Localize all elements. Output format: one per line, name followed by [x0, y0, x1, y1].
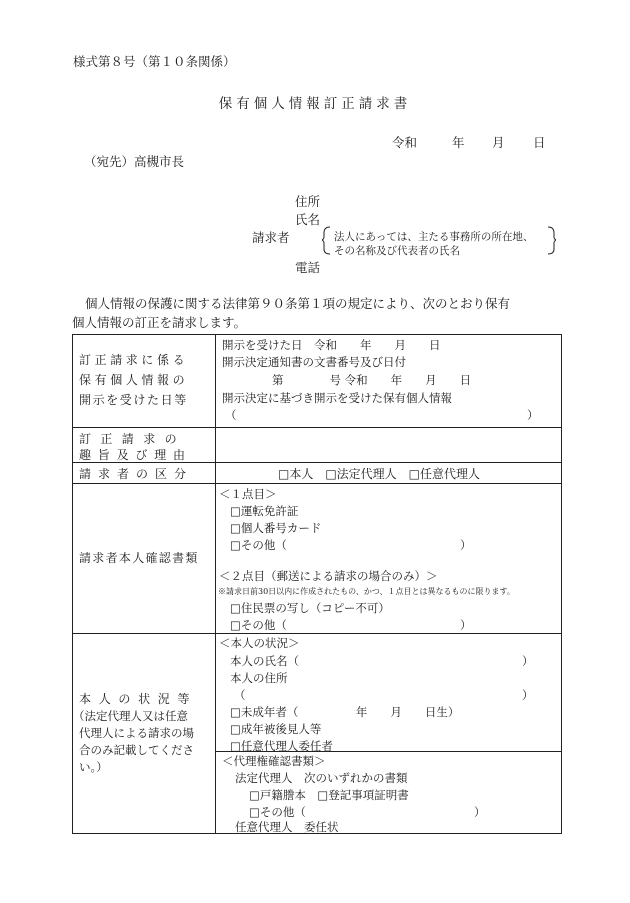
intro-text — [72, 294, 562, 332]
row-line-1 — [72, 427, 562, 428]
legal-docs-other-paren-close: ） — [474, 805, 486, 819]
principal-address-paren-open: （ — [234, 688, 246, 702]
status-header: ＜本人の状況＞ — [219, 636, 300, 650]
received-info-label: 開示決定に基づき開示を受けた保有個人情報 — [222, 391, 452, 405]
minor-checkbox[interactable]: □未成年者（ 年 月 日生） — [230, 705, 460, 719]
request-table — [72, 334, 562, 834]
date-month: 月 — [492, 135, 505, 150]
row1-label-line2: 保有個人情報の — [79, 373, 189, 387]
name-label: 氏名 — [295, 212, 321, 227]
row1-label-line1: 訂正請求に係る — [79, 353, 189, 367]
row5-label-line4: 合のみ記載してくださ — [79, 743, 194, 757]
principal-name-field[interactable]: 本人の氏名（ — [230, 654, 299, 668]
guardian-checkbox[interactable]: □成年被後見人等 — [230, 722, 322, 736]
point1-header: ＜１点目＞ — [219, 487, 277, 501]
notice-number-field[interactable]: 第 号 令和 年 月 日 — [272, 373, 472, 387]
row4-label: 請求者本人確認書類 — [79, 551, 199, 565]
date-era: 令和 — [392, 135, 418, 150]
row5-label-line2: （法定代理人又は任意 — [73, 709, 188, 723]
phone-label: 電話 — [295, 260, 321, 275]
row-line-3 — [72, 483, 562, 484]
row3-label: 請求者の区分 — [79, 467, 194, 481]
row5-label-line1: 本人の状況等 — [79, 692, 198, 706]
date-day: 日 — [533, 135, 546, 150]
intro-line2: 個人情報の訂正を請求します。 — [72, 315, 247, 330]
point1-item-license[interactable]: □運転免許証 — [230, 504, 299, 518]
row2-label-line2: 趣旨及び理由 — [79, 448, 192, 462]
received-info-paren-open: （ — [225, 408, 237, 422]
notice-label: 開示決定通知書の文書番号及び日付 — [222, 355, 406, 369]
intro-line1: 個人情報の保護に関する法律第９０条第１項の規定により、次のとおり保有 — [85, 296, 511, 311]
point2-item-other[interactable]: □その他（ — [230, 618, 287, 632]
point2-other-paren-close: ） — [460, 618, 472, 632]
row-line-4 — [72, 633, 562, 634]
principal-address-paren-close: ） — [522, 688, 534, 702]
addressee: （宛先）高槻市長 — [84, 154, 185, 169]
point2-item-resident[interactable]: □住民票の写し（コピー不可） — [230, 601, 390, 615]
principal-name-paren-close: ） — [522, 654, 534, 668]
principal-address-label: 本人の住所 — [230, 671, 288, 685]
row5-label-line3: 代理人による請求の場 — [79, 726, 194, 740]
corp-note-line2: その名称及び代表者の氏名 — [334, 245, 460, 257]
disclosure-date-field[interactable]: 開示を受けた日 令和 年 月 日 — [222, 338, 441, 352]
legal-docs-other[interactable]: □その他（ — [249, 805, 306, 819]
point2-header: ＜２点目（郵送による請求の場合のみ）＞ — [219, 569, 438, 583]
border-right — [561, 334, 562, 834]
legal-docs-checkboxes[interactable]: □戸籍謄本 □登記事項証明書 — [249, 788, 409, 802]
row5-label-line5: い。） — [79, 760, 108, 774]
row2-label-line1: 訂正請求の — [79, 432, 187, 446]
address-label: 住所 — [295, 194, 321, 209]
reason-field[interactable] — [218, 430, 558, 460]
form-number: 様式第８号（第１０条関係） — [73, 54, 236, 69]
requester-type-options[interactable]: □本人 □法定代理人 □任意代理人 — [278, 467, 481, 481]
border-top — [72, 334, 562, 335]
point1-other-paren-close: ） — [460, 538, 472, 552]
date-year: 年 — [452, 135, 465, 150]
form-title: 保有個人情報訂正請求書 — [218, 96, 412, 112]
received-info-paren-close: ） — [527, 408, 539, 422]
point2-note: ※請求日前30日以内に作成されたもの、かつ、１点目とは異なるものに限ります。 — [218, 587, 515, 596]
voluntary-proxy-label: 任意代理人 委任状 — [235, 820, 339, 834]
proxy-header: ＜代理権確認書類＞ — [222, 754, 326, 768]
column-divider — [215, 334, 216, 834]
legal-proxy-label: 法定代理人 次のいずれかの書類 — [235, 771, 408, 785]
corp-note-line1: 法人にあっては、主たる事務所の所在地、 — [334, 231, 534, 243]
point1-item-mynumber[interactable]: □個人番号カード — [230, 521, 322, 535]
row1-label-line3: 開示を受けた日等 — [79, 393, 188, 407]
border-left — [72, 334, 73, 834]
requester-label: 請求者 — [252, 230, 290, 245]
point1-item-other[interactable]: □その他（ — [230, 538, 287, 552]
principal-checkbox[interactable]: □任意代理人委任者 — [230, 739, 333, 753]
